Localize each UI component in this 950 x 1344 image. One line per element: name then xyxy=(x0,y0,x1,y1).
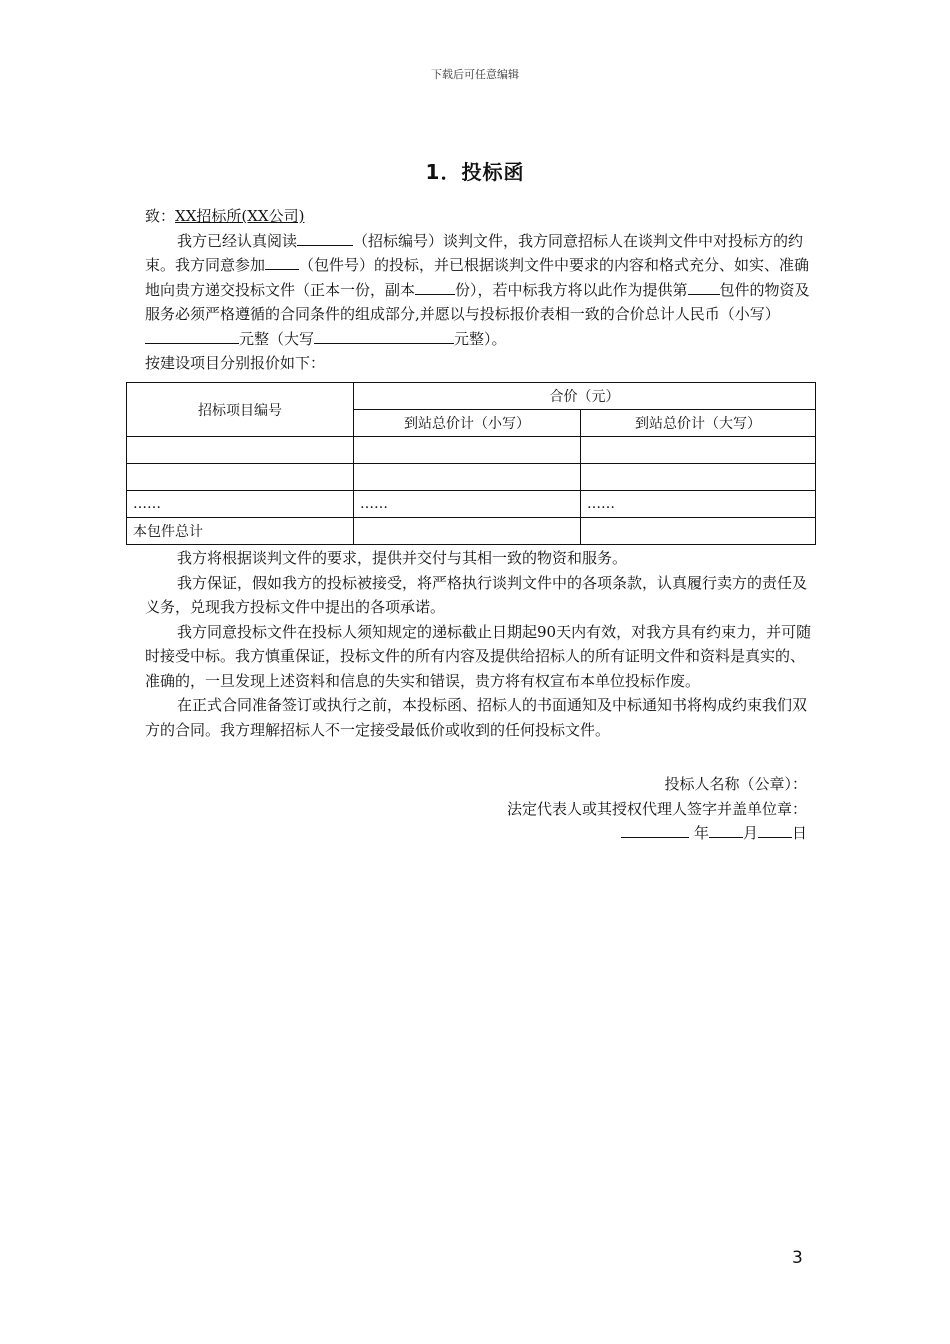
page-header: 下载后可任意编辑 xyxy=(431,68,519,81)
blank-month xyxy=(709,821,743,838)
blank-package-number xyxy=(265,253,299,270)
table-cell xyxy=(354,518,581,545)
table-cell xyxy=(354,464,581,491)
ellipsis-cell: …… xyxy=(127,491,354,518)
salutation-prefix: 致： xyxy=(145,207,176,225)
representative-line: 法定代表人或其授权代理人签字并盖单位章： xyxy=(506,799,807,818)
blank-year xyxy=(621,821,689,838)
blank-package-index xyxy=(688,278,720,295)
para1-text-d: 份），若中标我方将以此作为提供第 xyxy=(455,280,688,299)
blank-tender-number xyxy=(297,229,353,246)
total-label: 本包件总计 xyxy=(127,518,354,545)
ellipsis-cell: …… xyxy=(354,491,581,518)
table-row xyxy=(127,464,816,491)
blank-amount-large xyxy=(314,327,454,344)
para1-text-g: 元整）。 xyxy=(454,329,507,348)
blank-day xyxy=(758,821,792,838)
table-cell xyxy=(581,464,816,491)
year-label: 年 xyxy=(693,824,709,842)
table-cell xyxy=(354,437,581,464)
table-cell xyxy=(127,437,354,464)
price-table xyxy=(126,382,816,545)
document-title: 1．投标函 xyxy=(425,160,525,184)
salutation xyxy=(145,204,817,229)
date-line xyxy=(145,821,807,846)
paragraph-1 xyxy=(145,229,817,352)
signature-block xyxy=(145,772,807,846)
header-total-price: 合价（元） xyxy=(354,383,816,410)
table-cell xyxy=(581,437,816,464)
para1-text-f: 元整（大写 xyxy=(239,329,315,348)
blank-copy-count xyxy=(415,278,455,295)
month-label: 月 xyxy=(742,824,758,842)
letter-body-top xyxy=(145,204,817,376)
header-price-large: 到站总价计（大写） xyxy=(581,410,816,437)
paragraph-5: 在正式合同准备签订或执行之前，本投标函、招标人的书面通知及中标通知书将构成约束我们双方的合同。我方理解招标人不一定接受最低价或收到的任何投标文件。 xyxy=(145,696,808,739)
blank-amount-small xyxy=(145,327,239,344)
letter-body-bottom xyxy=(145,546,817,742)
table-row xyxy=(127,491,816,518)
paragraph-4: 我方同意投标文件在投标人须知规定的递标截止日期起90天内有效，对我方具有约束力，并可随时接受中标。我方慎重保证，投标文件的所有内容及提供给招标人的所有证明文件和资料是真实的、准确的，一旦发现上述资料和信息的失实和错误，贵方将有权宣布本单位投标作废。 xyxy=(145,622,812,690)
table-row xyxy=(127,437,816,464)
bidder-name-line: 投标人名称（公章）： xyxy=(664,775,807,793)
para1-text-a: 我方已经认真阅读 xyxy=(177,231,298,250)
table-intro: 按建设项目分别报价如下： xyxy=(145,354,326,372)
paragraph-3: 我方保证，假如我方的投标被接受，将严格执行谈判文件中的各项条款，认真履行卖方的责任及义务，兑现我方投标文件中提出的各项承诺。 xyxy=(145,573,808,616)
day-label: 日 xyxy=(791,824,807,842)
table-cell xyxy=(127,464,354,491)
page-number: 3 xyxy=(792,1248,803,1268)
paragraph-2: 我方将根据谈判文件的要求，提供并交付与其相一致的物资和服务。 xyxy=(177,549,628,567)
para1-text-c: （包件号）的投标，并已根据谈判文件中要求的内容和格式充分、如实、准确地向贵方递交投标文件（正本一份，副本 xyxy=(145,256,810,299)
para1-text-e: 包件的物资及服务必须严格遵循的合同条件的组成部分,并愿以与投标报价表相一致的合价总计人民币（小写） xyxy=(145,280,810,323)
para1-text-b: （招标编号）谈判文件，我方同意招标人在谈判文件中对投标方的约束。我方同意参加 xyxy=(145,231,804,274)
header-price-small: 到站总价计（小写） xyxy=(354,410,581,437)
table-cell xyxy=(581,518,816,545)
ellipsis-cell: …… xyxy=(581,491,816,518)
addressee: XX招标所(XX公司) xyxy=(175,207,305,225)
table-row-total xyxy=(127,518,816,545)
header-item-number: 招标项目编号 xyxy=(127,383,354,437)
